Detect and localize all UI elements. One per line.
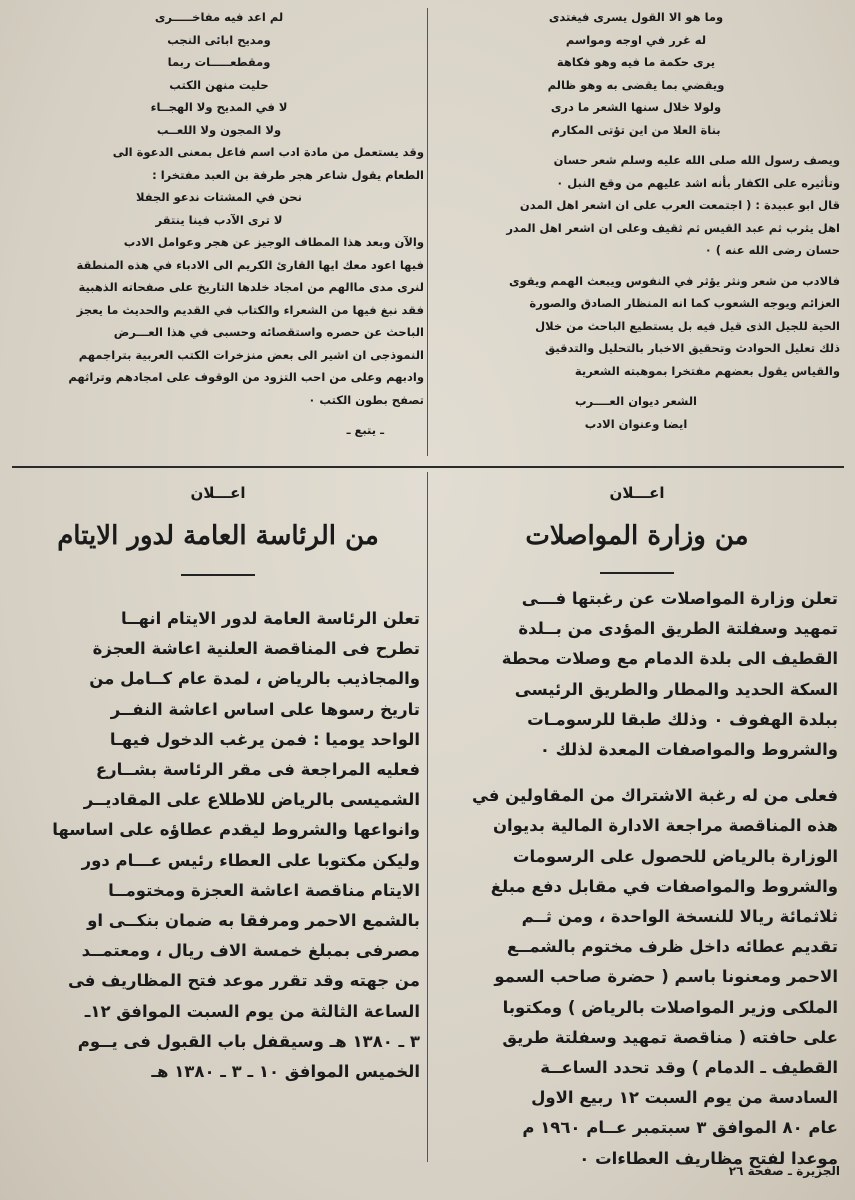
text-line: الشميسى بالرياض للاطلاع على المقاديــر [83,790,420,810]
text-line: ويصف رسول الله صلى الله عليه وسلم شعر حسان [553,153,840,167]
article-left-verses-2 [14,186,424,231]
verse-line: ويقضي بما يقضى به وهو ظالم [547,77,725,92]
text-line: حسان رضى الله عنه ) ٠ [704,243,840,257]
text-line: والشروط والمواصفات المعدة لذلك ٠ [539,740,838,760]
verse-line: نحن في المشتات ندعو الجفلا [136,190,302,204]
text-line: تقديم عطائه داخل ظرف مختوم بالشمــع [506,937,838,957]
text-line: الساعة الثالثة من يوم السبت الموافق ١٢ـ [84,1001,420,1021]
text-line: ذلك تعليل الحوادث وتحقيق الاخبار بالتحليل والتدقيق [544,341,840,355]
article-left-column [14,6,424,442]
text-line: الواحد يوميا : فمن يرغب الدخول فيهـا [109,729,420,749]
verse-line: حليت منهن الكتب [169,77,269,92]
article-right-column [432,6,840,435]
text-line: القطيف ـ الدمام ) وقد تحدد الساعــة [540,1058,838,1078]
text-line: والآن وبعد هذا المطاف الوجيز عن هجر وعوامل الادب [123,235,424,249]
title-underline [600,572,674,574]
text-line: فعلى من له رغبة الاشتراك من المقاولين في [471,786,838,806]
text-line: العزائم ويوجه الشعوب كما انه المنظار الصادق والصورة [529,296,840,310]
ad-label: اعـــلان [609,484,665,502]
text-line: السادسة من يوم السبت ١٢ ربيع الاول [531,1088,838,1108]
ad-label: اعـــلان [190,484,246,502]
text-line: فالادب من شعر ونثر يؤثر في النفوس ويبعث الهمم ويقوى [508,273,840,288]
text-line: فقد نبغ فيها من الشعراء والكتاب في القديم والحديث ما يعجز [76,302,424,317]
ad-title: من وزارة المواصلات [525,521,749,551]
article-right-paragraph-2 [432,270,840,383]
ad-orphanages-presidency [16,478,420,1087]
text-line: تعلن وزارة المواصلات عن رغبتها فـــى [521,589,838,608]
text-line: مصرفى بمبلغ خمسة الاف ريال ، ومعتمــد [81,941,420,961]
text-line: موعدا لفتح مظاريف العطاءات ٠ [579,1148,838,1168]
article-right-paragraph-1 [432,149,840,262]
section-divider [12,466,844,468]
text-line: فيها اعود معك ايها القارئ الكريم الى الادباء في هذه المنطقة [76,257,424,272]
text-line: على حافته ( مناقصة تمهيد وسفلتة طريق [502,1027,838,1047]
verse-line: ولولا خلال سنها الشعر ما درى [550,100,722,114]
verse-line: ومقطعـــــات ربما [167,55,271,69]
text-line: ٣ ـ ١٣٨٠ هـ وسيقفل باب القبول فى يــوم [77,1031,420,1051]
text-line: وادبهم وعلى من احب التزود من الوقوف على امجادهم وتراثهم [68,370,424,384]
text-line: وتأثيره على الكفار بأنه اشد عليهم من وقع النبل ٠ [556,175,840,190]
verse-line: يرى حكمة ما فيه وهو فكاهة [556,55,716,69]
text-line: تصفح بطون الكتب ٠ [308,392,424,407]
article-right-verses-2 [432,390,840,435]
text-line: الوزارة بالرياض للحصول على الرسومات [512,846,838,866]
verse-line: لا ترى الآدب فينا ينتقر [155,212,283,227]
article-left-verses-1 [14,6,424,141]
verse-line: ولا المجون ولا اللعــب [156,122,282,137]
text-line: لنرى مدى ماالهم من امجاد خلدها التاريخ على صفحاته الذهبية [78,280,424,294]
text-line: الباحث عن حصره واستقصائه وحسبى في هذا العـــرض [113,325,424,339]
ads-column-divider [427,472,428,1162]
text-line: الخميس الموافق ١٠ ـ ٣ ـ ١٣٨٠ هـ [151,1062,420,1082]
text-line: الاحمر ومعنونا باسم ( حضرة صاحب السمو [494,967,838,987]
verse-line: الشعر ديوان العــــرب [575,394,697,408]
article-left-paragraph-1 [14,141,424,186]
verse-line: ومديح ابائى النجب [167,32,271,47]
ad-ministry-communications [436,478,838,1174]
text-line: من جهته وقد تقرر موعد فتح المظاريف فى [67,971,420,991]
ad-title: من الرئاسة العامة لدور الايتام [57,521,379,551]
verse-line: ايضا وعنوان الادب [584,416,688,431]
text-line: الطعام يقول شاعر هجر طرفة بن العبد مفتخرا : [152,167,424,182]
text-line: ببلدة الهفوف ٠ وذلك طبقا للرسومـات [527,709,838,729]
text-line: والقياس يقول بعضهم مفتخرا بموهبته الشعرية [574,363,840,378]
text-line: ثلاثمائة ريالا للنسخة الواحدة ، ومن ثــم [521,907,838,927]
text-line: الملكى وزير المواصلات بالرياض ) ومكتوبا [502,997,838,1017]
text-line: والمجاذيب بالرياض ، لمدة عام كــامل من [89,669,420,689]
verse-line: لم اعد فيه مفاخـــــرى [154,10,284,24]
text-line: تعلن الرئاسة العامة لدور الايتام انهــا [121,609,420,628]
text-line: بالشمع الاحمر ومرفقا به ضمان بنكــى او [87,911,420,931]
text-line: وليكن مكتوبا على العطاء رئيس عـــام دور [81,850,420,870]
text-line: الحية للجيل الذى قيل فيه بل يستطيع الباحث من خلال [535,318,840,333]
text-line: هذه المناقصة مراجعة الادارة المالية بديوان [492,816,838,836]
text-line: تاريخ رسوها على اساس اعاشة النفــر [110,699,420,719]
text-line: قال ابو عبيدة : ( اجتمعت العرب على ان اشعر اهل المدن [519,198,840,212]
verse-line: بناة العلا من اين تؤتى المكارم [551,122,721,137]
ad-body [16,604,420,1087]
text-line: عام ٨٠ الموافق ٣ سبتمبر عــام ١٩٦٠ م [522,1118,838,1138]
verse-line: له غرر في اوجه ومواسم [565,32,707,47]
text-line: وانواعها والشروط ليقدم عطاؤه على اساسها [52,820,420,840]
article-left-paragraph-2 [14,231,424,411]
text-line: القطيف الى بلدة الدمام مع وصلات محطة [501,649,838,669]
title-underline [181,574,255,576]
text-line: النموذجى ان اشير الى بعض منزخرات الكتب العربية بتراجمهم [78,347,424,362]
text-line: تمهيد وسفلتة الطريق المؤدى من بــلدة [518,619,838,639]
verse-line: لا في المديح ولا الهجــاء [150,100,288,114]
article-right-verses-1 [432,6,840,141]
text-line: وقد يستعمل من مادة ادب اسم فاعل بمعنى الدعوة الى [112,145,424,159]
text-line: تطرح فى المناقصة العلنية اعاشة العجزة [92,639,420,659]
text-line: اهل يثرب ثم عبد القيس ثم ثقيف وعلى ان اشعر اهل المدر [506,220,840,235]
verse-line: وما هو الا القول يسرى فيغتدى [548,10,724,24]
page-footer: الجزيرة ـ صفحة ٢٦ [728,1164,840,1178]
ad-body [436,584,838,1174]
top-column-divider [427,8,428,456]
text-line: والشروط والمواصفات في مقابل دفع مبلغ [490,876,838,896]
continued-label: ـ يتبع ـ [346,423,384,437]
text-line: فعليه المراجعة فى مقر الرئاسة بشــارع [95,760,420,780]
text-line: الايتام مناقصة اعاشة العجزة ومختومــا [108,880,420,900]
text-line: السكة الحديد والمطار والطريق الرئيسى [514,679,838,699]
